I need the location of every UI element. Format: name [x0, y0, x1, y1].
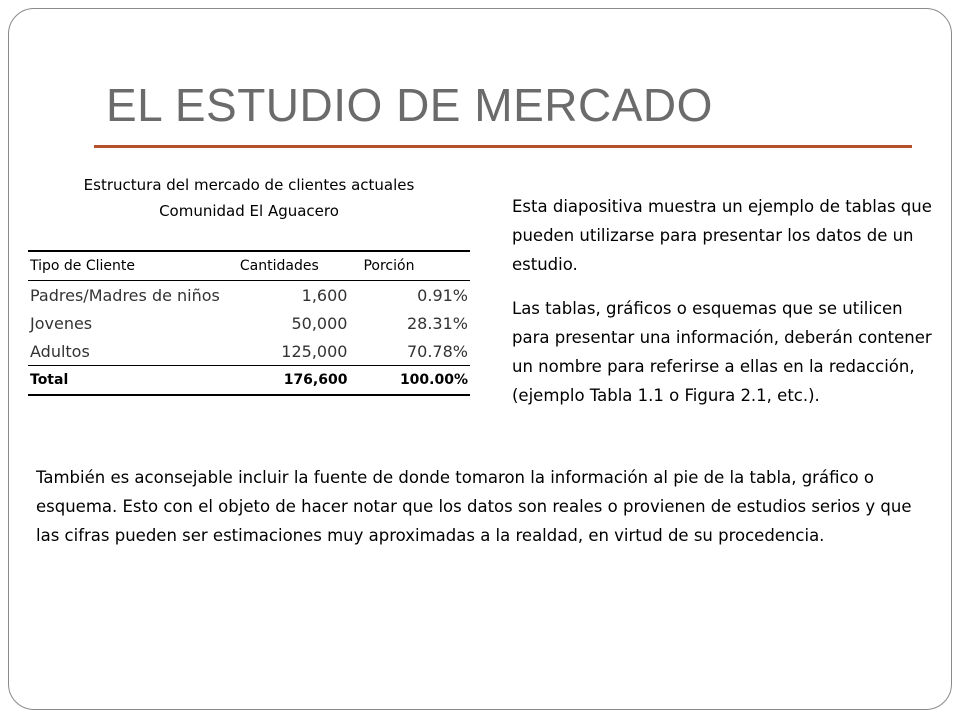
side-paragraph-2: Las tablas, gráficos o esquemas que se utilicen para presentar una información, deberán contener un nombre para referirse a ellas en la redacción, (ejemplo Tabla 1.1 o Figura 2.1, etc.). — [512, 299, 932, 405]
market-structure-table — [28, 250, 470, 396]
bottom-paragraph: También es aconsejable incluir la fuente de donde tomaron la información al pie de la tabla, gráfico o esquema. Esto con el objeto de hacer notar que los datos son reales o provienen de estudios serios y que las cifras pueden ser estimaciones muy aproximadas a la realdad, en virtud de su procedencia. — [36, 468, 912, 545]
slide-title: EL ESTUDIO DE MERCADO — [106, 79, 713, 131]
side-description — [512, 192, 932, 425]
header-cantidades: Cantidades — [239, 258, 319, 274]
title-underline — [94, 145, 912, 148]
cell-porcion: 70.78% — [406, 341, 468, 361]
cell-porcion: 28.31% — [406, 313, 468, 333]
side-paragraph-1: Esta diapositiva muestra un ejemplo de tablas que pueden utilizarse para presentar los datos de un estudio. — [512, 197, 932, 274]
table-row — [28, 337, 470, 366]
total-cantidad: 176,600 — [283, 372, 348, 388]
total-label: Total — [30, 372, 69, 388]
cell-cantidad: 125,000 — [281, 341, 348, 361]
table-row — [28, 309, 470, 337]
cell-porcion: 0.91% — [417, 285, 468, 305]
cell-cantidad: 50,000 — [291, 313, 348, 333]
cell-tipo: Padres/Madres de niños — [30, 285, 220, 305]
table-header-row — [28, 251, 470, 281]
header-porcion: Porción — [363, 258, 415, 274]
cell-tipo: Jovenes — [30, 313, 93, 333]
table-total-row — [28, 366, 470, 396]
header-tipo-cliente: Tipo de Cliente — [30, 258, 136, 274]
cell-tipo: Adultos — [30, 341, 90, 361]
cell-cantidad: 1,600 — [301, 285, 348, 305]
table-row — [28, 281, 470, 310]
table-caption-line1: Estructura del mercado de clientes actuales — [83, 176, 415, 194]
total-porcion: 100.00% — [399, 372, 468, 388]
table-caption-line2: Comunidad El Aguacero — [159, 202, 339, 220]
table-caption — [28, 172, 470, 224]
